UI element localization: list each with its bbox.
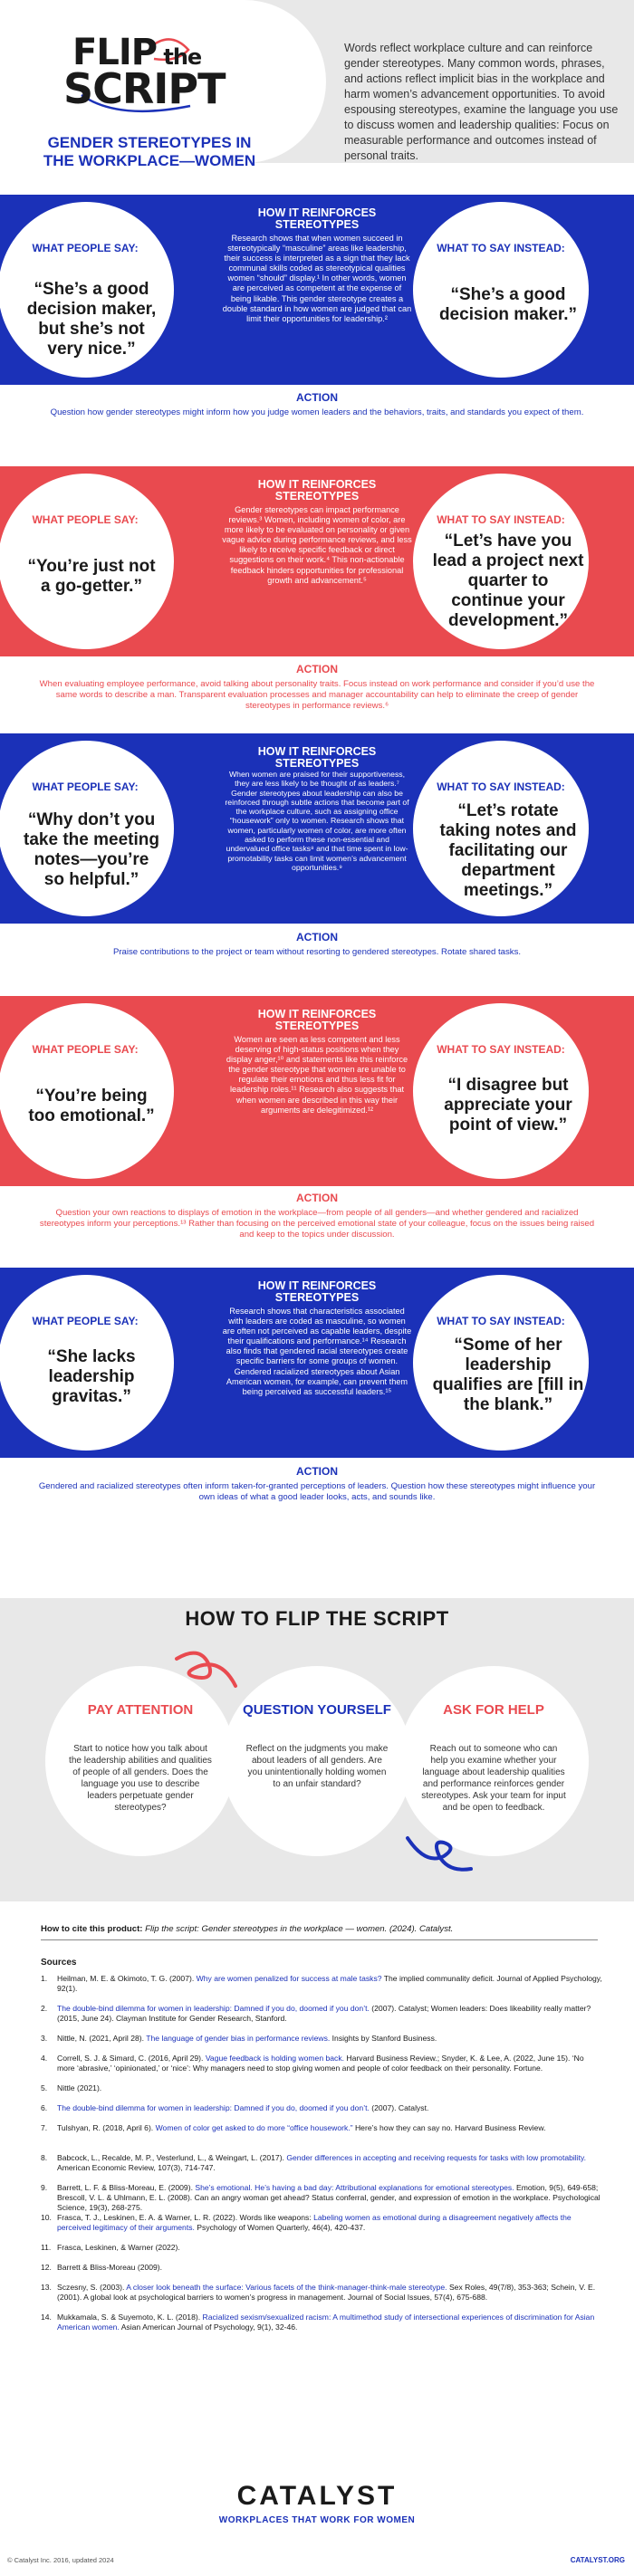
source-item: 8. Babcock, L., Recalde, M. P., Vesterlund, L., & Weingart, L. (2017). Gender differences in accepting and receiving requests for tasks with low promotability. American Economic Review, 107(3), 714-747. (41, 2153, 587, 2172)
what-people-say-label: WHAT PEOPLE SAY: (32, 1315, 139, 1327)
stereotype-panel-5 (0, 1268, 634, 1458)
how-it-reinforces-title: HOW IT REINFORCES STEREOTYPES (257, 1008, 377, 1032)
how-it-reinforces-text: Women are seen as less competent and less deserving of high-status positions when they display anger,¹⁰ and statements like this reinforce the gender stereotype that women are unable to regulate their emotions and thus less fit for leadership roles.¹¹ Research also suggests that when women are described in this way their arguments are delegitimized.¹² (226, 1035, 408, 1115)
source-item: 4. Correll, S. J. & Simard, C. (2016, April 29). Vague feedback is holding women back. Harvard Business Review.; Snyder, K. & Lee, A. (2022, June 15). ‘No more ‘abrasive,’ ‘opinionated,’ or ‘nice’: Why managers need to stop giving women and people of color feedback on their personality. Fortune. (41, 2054, 584, 2073)
what-to-say-instead-quote: “Some of her leadership qualifies are [fill in the blank.” (432, 1336, 584, 1414)
how-to-flip-title: HOW TO FLIP THE SCRIPT (185, 1607, 449, 1630)
copyright: © Catalyst Inc. 2016, updated 2024 (7, 2556, 114, 2564)
blue-swirl-graphic (403, 1829, 476, 1874)
source-link[interactable]: Labeling women as emotional during a disagreement negatively affects the perceived legitimacy of their arguments. (57, 2213, 572, 2232)
source-link[interactable]: Gender differences in accepting and receiving requests for tasks with low promotability. (286, 2153, 587, 2162)
what-people-say-label: WHAT PEOPLE SAY: (32, 1043, 139, 1056)
red-swirl-graphic (172, 1650, 245, 1695)
source-item: 10. Frasca, T. J., Leskinen, E. A. & Warner, L. R. (2022). Words like weapons: Labeling women as emotional during a disagreement negatively affects the perceived legitimacy of their arguments. Psychology of Women Quarterly, 46(4), 420-437. (41, 2213, 572, 2232)
what-people-say-quote: “You’re just not a go-getter.” (27, 557, 156, 596)
how-it-reinforces-text: Research shows that characteristics associated with leaders are coded as masculine, so women are often not perceived as capable leaders, despite their qualifications and performance.¹⁴ Research also finds that gendered racial stereotypes create specific barriers for some groups of women. Gendered racialized stereotypes about Asian American women, for example, can prevent them being perceived as successful leaders.¹⁵ (222, 1307, 412, 1396)
source-link[interactable]: Why are women penalized for success at male tasks? (196, 1974, 382, 1983)
source-item: 9. Barrett, L. F. & Bliss-Moreau, E. (2009). She’s emotional. He’s having a bad day: Attributional explanations for emotional stereotypes. Emotion, 9(5), 649-658; Brescoll, V. L. & Uhlmann, E. L. (2008). Can an angry woman get ahead? Status conferral, gender, and expression of emotion in the workplace. Psychological Science, 19(3), 268-275. (41, 2183, 600, 2212)
source-item: 13. Sczesny, S. (2003). A closer look beneath the surface: Various facets of the think-manager-think-male stereotype. Sex Roles, 49(7/8), 353-363; Schein, V. E. (2001). A global look at psychological barriers to women’s progress in management. Journal of Social Issues, 57(4), 675-688. (41, 2283, 596, 2302)
catalyst-tagline: WORKPLACES THAT WORK FOR WOMEN (218, 2515, 416, 2525)
action-1: ACTION Question how gender stereotypes might inform how you judge women leaders and the behaviors, traits, and standards you expect of them. (50, 391, 584, 417)
how-it-reinforces-title: HOW IT REINFORCES STEREOTYPES (257, 745, 377, 770)
header (0, 0, 634, 169)
what-to-say-instead-label: WHAT TO SAY INSTEAD: (437, 1315, 565, 1327)
what-to-say-instead-quote: “Let’s rotate taking notes and facilitating our department meetings.” (439, 801, 577, 900)
source-link[interactable]: She’s emotional. He’s having a bad day: Attributional explanations for emotional stereotypes. (195, 2183, 514, 2192)
source-link[interactable]: Women of color get asked to do more “office housework.” (155, 2123, 353, 2132)
what-to-say-instead-label: WHAT TO SAY INSTEAD: (437, 242, 565, 254)
intro-text: Words reflect workplace culture and can reinforce gender stereotypes. Many common words, phrases, and actions reflect implicit bias in the workplace and harm women’s advancement opportunities. To avoid espousing stereotypes, examine the language you use to discuss women and leadership qualities: Focus on measurable performance and outcomes instead of personal traits. (344, 42, 619, 162)
citation: How to cite this product: Flip the script: Gender stereotypes in the workplace — women. (2024). Catalyst. (41, 1924, 454, 1934)
stereotype-panel-1 (0, 195, 634, 385)
source-item: 11. Frasca, Leskinen, & Warner (2022). (41, 2243, 180, 2252)
how-it-reinforces-text: Research shows that when women succeed in stereotypically “masculine” areas like leadership, their success is interpreted as a sign that they lack communal skills coded as stereotypical qualities women “should” display.¹ In other words, women are perceived as competent at the expense of being likable. This gender stereotype creates a double standard in how women are judged that can limit their opportunities for leadership.² (222, 234, 412, 323)
what-people-say-quote: “She’s a good decision maker, but she’s not very nice.” (26, 280, 157, 359)
what-to-say-instead-quote: “I disagree but appreciate your point of view.” (444, 1076, 572, 1135)
stereotype-panel-2 (0, 466, 634, 656)
source-link[interactable]: The double-bind dilemma for women in leadership: Damned if you do, doomed if you don’t. (57, 2004, 370, 2013)
ask-for-help-text: Reach out to someone who can help you examine whether your language about leadership qualities and performance reinforces gender stereotypes. Ask your team for input and be open to feedback. (421, 1744, 566, 1813)
source-link[interactable]: The language of gender bias in performance reviews. (146, 2034, 331, 2043)
what-people-say-label: WHAT PEOPLE SAY: (32, 780, 139, 793)
what-people-say-quote: “You’re being too emotional.” (28, 1087, 155, 1125)
action-5: ACTION Gendered and racialized stereotypes often inform taken-for-granted perceptions of leaders. Question how these stereotypes might influence your own ideas of what a good leader looks, acts, and sounds like. (38, 1465, 596, 1502)
website-link[interactable]: CATALYST.ORG (570, 2556, 625, 2564)
flip-the-script-logo: FLIP the SCRIPT (63, 32, 208, 113)
what-to-say-instead-quote: “Let’s have you lead a project next quarter to continue your development.” (432, 531, 584, 630)
stereotype-panel-3 (0, 733, 634, 924)
divider (41, 1939, 598, 1940)
catalyst-logo: CATALYST (236, 2481, 398, 2511)
question-yourself-heading: QUESTION YOURSELF (243, 1702, 391, 1718)
action-3: ACTION Praise contributions to the project or team without resorting to gendered stereotypes. Rotate shared tasks. (112, 931, 522, 957)
what-to-say-instead-label: WHAT TO SAY INSTEAD: (437, 1043, 565, 1056)
what-to-say-instead-quote: “She’s a good decision maker.” (438, 285, 578, 324)
what-people-say-label: WHAT PEOPLE SAY: (32, 242, 139, 254)
source-link[interactable]: Vague feedback is holding women back. (205, 2054, 345, 2063)
source-item: 5. Nittle (2021). (41, 2083, 102, 2092)
action-2: ACTION When evaluating employee performance, avoid talking about personality traits. Focus instead on work performance and consider if you’d use the same words to describe a man. Transparent evaluation processes and manager accountability can help to eliminate the creep of gender stereotypes in performance reviews.⁶ (39, 663, 595, 711)
source-item: 7. Tulshyan, R. (2018, April 6). Women of color get asked to do more “office housework.” Here’s how they can say no. Harvard Business Review. (41, 2123, 546, 2132)
pay-attention-heading: PAY ATTENTION (87, 1702, 194, 1718)
source-link[interactable]: The double-bind dilemma for women in leadership: Damned if you do, doomed if you don’t. (57, 2103, 370, 2112)
how-it-reinforces-text: Gender stereotypes can impact performance reviews.³ Women, including women of color, are more likely to be evaluated on personality or given vague advice during performance reviews, and less likely to receive specific feedback or direct suggestions on their work.⁴ This non-actionable feedback hinders opportunities for professional growth and advancement.⁵ (222, 505, 412, 585)
sources-heading: Sources (41, 1958, 77, 1968)
source-link[interactable]: A closer look beneath the surface: Various facets of the think-manager-think-male stereotype. (126, 2283, 447, 2292)
how-it-reinforces-title: HOW IT REINFORCES STEREOTYPES (257, 478, 377, 503)
source-item: 1. Heilman, M. E. & Okimoto, T. G. (2007). Why are women penalized for success at male tasks? The implied communality deficit. Journal of Applied Psychology, 92(1). (41, 1974, 602, 1993)
how-it-reinforces-title: HOW IT REINFORCES STEREOTYPES (257, 1279, 377, 1304)
source-item: 14. Mukkamala, S. & Suyemoto, K. L. (2018). Racialized sexism/sexualized racism: A multimethod study of intersectional experiences of discrimination for Asian American women. Asian American Journal of Psychology, 9(1), 32-46. (41, 2313, 595, 2332)
page-title: GENDER STEREOTYPES IN THE WORKPLACE—WOMEN (43, 134, 256, 169)
what-people-say-label: WHAT PEOPLE SAY: (32, 513, 139, 526)
what-to-say-instead-label: WHAT TO SAY INSTEAD: (437, 780, 565, 793)
question-yourself-text: Reflect on the judgments you make about leaders of all genders. Are you unintentionally holding women to an unfair standard? (245, 1744, 389, 1789)
what-people-say-quote: “Why don’t you take the meeting notes—you’re so helpful.” (24, 810, 159, 889)
how-it-reinforces-title: HOW IT REINFORCES STEREOTYPES (257, 206, 377, 231)
how-it-reinforces-text: When women are praised for their supportiveness, they are less likely to be thought of as leaders.⁷ Gender stereotypes about leadership can also be reinforced through subtle actions that become part of the workplace culture, such as assigning office “housework” only to women. Research shows that women, particularly women of color, are more often asked to perform these non-essential and undervalued office tasks⁸ and that time spent in low-promotability tasks can limit women’s advancement opportunities.⁹ (225, 770, 409, 872)
ask-for-help-heading: ASK FOR HELP (443, 1702, 544, 1718)
pay-attention-text: Start to notice how you talk about the leadership abilities and qualities of people of all genders. Does the language you use to describe leaders perpetuate gender stereotypes? (69, 1744, 212, 1813)
sources-list (41, 1974, 602, 2342)
source-item: 2. The double-bind dilemma for women in leadership: Damned if you do, doomed if you don’t. (2007). Catalyst; Women leaders: Does likeability really matter? (2015, June 24). Clayman Institute for Gender Research, Stanford. (41, 2004, 591, 2023)
source-item: 3. Nittle, N. (2021, April 28). The language of gender bias in performance reviews. Insights by Stanford Business. (41, 2034, 437, 2043)
action-4: ACTION Question your own reactions to displays of emotion in the workplace—from people of all genders—and whether gendered and racialized stereotypes inform your perceptions.¹³ Rather than focusing on the perceived emotional state of your colleague, focus on the issues being raised and keep to the topics under discussion. (39, 1192, 595, 1240)
source-item: 6. The double-bind dilemma for women in leadership: Damned if you do, doomed if you don’t. (2007). Catalyst. (41, 2103, 429, 2112)
what-people-say-quote: “She lacks leadership gravitas.” (47, 1347, 136, 1406)
source-item: 12. Barrett & Bliss-Moreau (2009). (41, 2263, 163, 2272)
source-link[interactable]: Racialized sexism/sexualized racism: A multimethod study of intersectional experiences of discrimination for Asian American women. (57, 2313, 595, 2332)
what-to-say-instead-label: WHAT TO SAY INSTEAD: (437, 513, 565, 526)
stereotype-panel-4 (0, 996, 634, 1186)
